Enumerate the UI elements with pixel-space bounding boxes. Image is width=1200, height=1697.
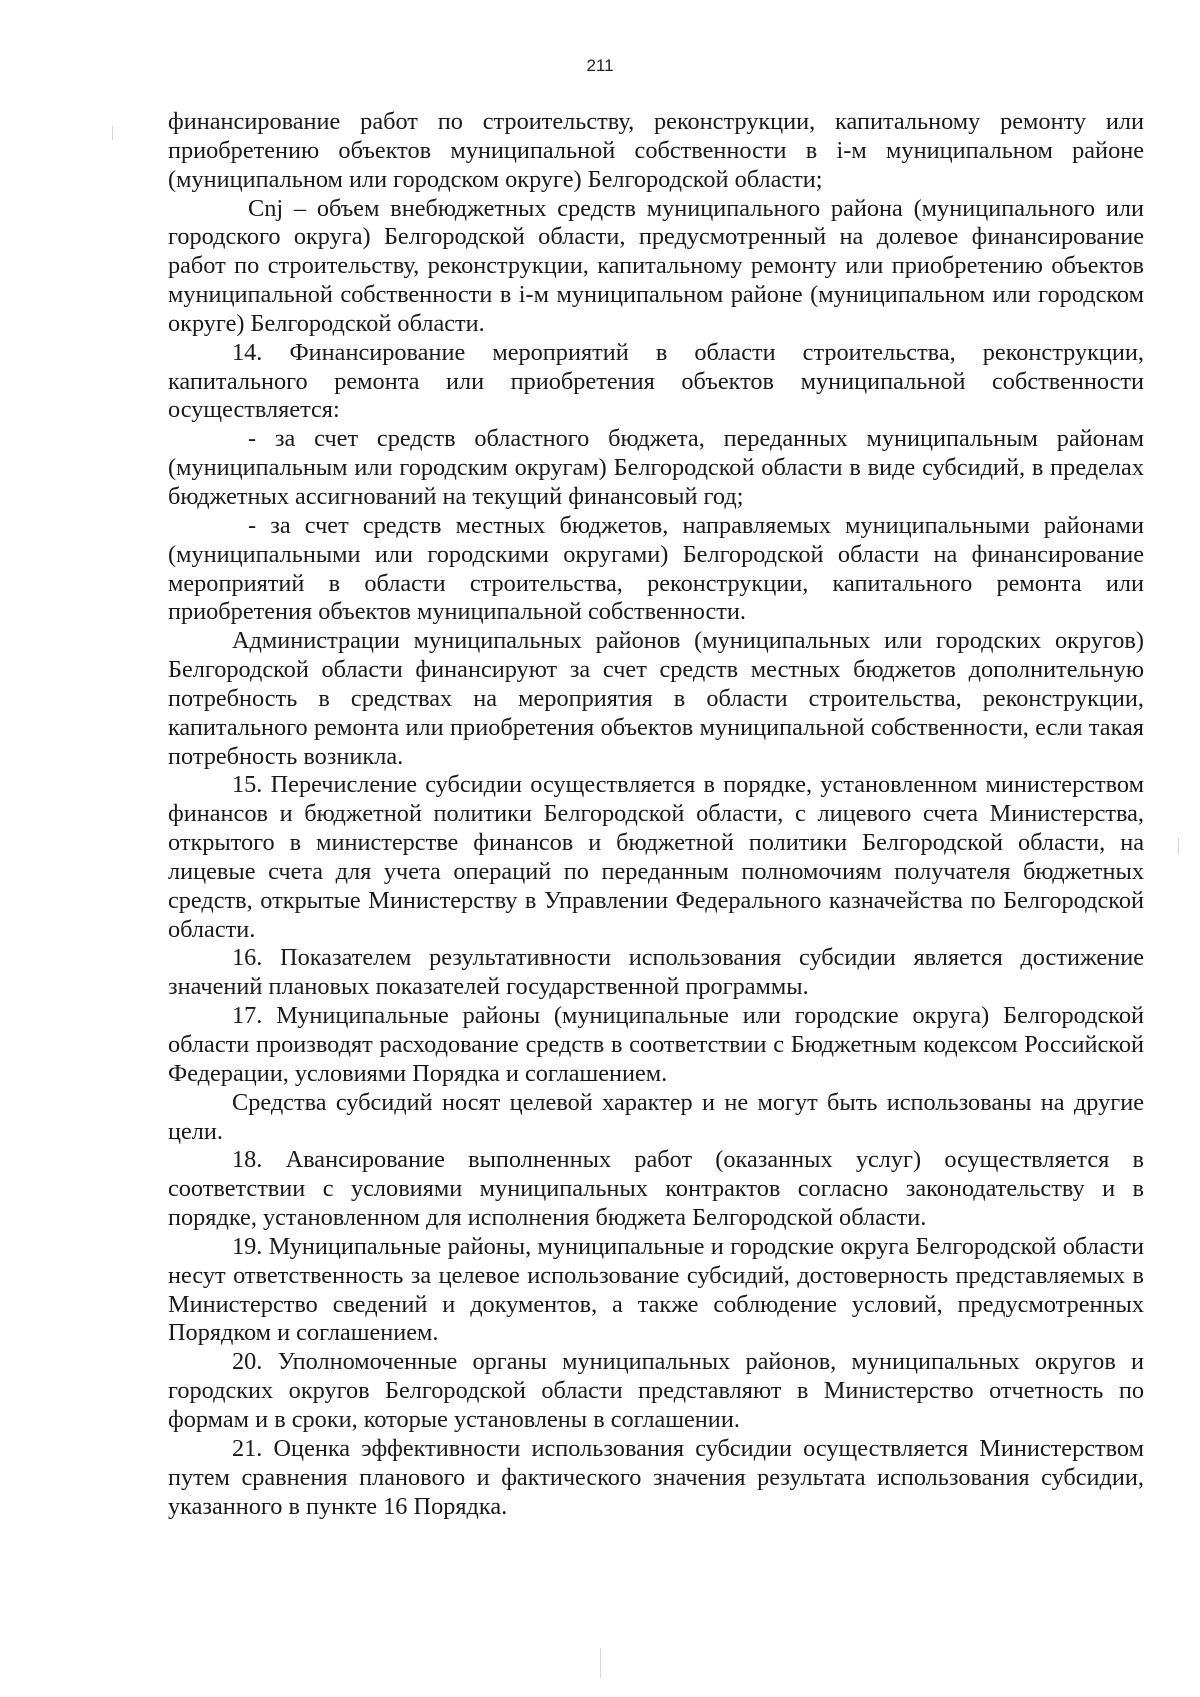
paragraph-bullet-local-budget: - за счет средств местных бюджетов, направляемых муниципальными районами (муниципальными или городскими округами) Белгородской области на финансирование мероприятий в области строительства, реконструкции, капитального ремонта или приобретения объектов муниципальной собственности. <box>168 511 1144 626</box>
scan-artifact-line <box>600 1648 601 1678</box>
document-body <box>168 108 1144 1521</box>
paragraph-continuation: финансирование работ по строительству, реконструкции, капитальному ремонту или приобретению объектов муниципальной собственности в i-м муниципальном районе (муниципальном или городском округе) Белгородской области; <box>168 108 1144 193</box>
paragraph-item-16: 16. Показателем результативности использования субсидии является достижение значений плановых показателей государственной программы. <box>168 944 1144 1001</box>
paragraph-cnj-definition: Cnj – объем внебюджетных средств муниципального района (муниципального или городского округа) Белгородской области, предусмотренный на долевое финансирование работ по строительству, реконструкции, капитальному ремонту или приобретению объектов муниципальной собственности в i-м муниципальном районе (муниципальном или городском округе) Белгородской области. <box>168 194 1144 337</box>
paragraph-item-15: 15. Перечисление субсидии осуществляется в порядке, установленном министерством финансов и бюджетной политики Белгородской области, с лицевого счета Министерства, открытого в министерстве финансов и бюджетной политики Белгородской области, на лицевые счета для учета операций по переданным полномочиям получателя бюджетных средств, открытые Министерству в Управлении Федерального казначейства по Белгородской области. <box>168 771 1144 943</box>
page-number: 211 <box>586 56 614 75</box>
paragraph-item-14: 14. Финансирование мероприятий в области строительства, реконструкции, капитального ремонта или приобретения объектов муниципальной собственности осуществляется: <box>168 338 1144 424</box>
paragraph-item-21: 21. Оценка эффективности использования субсидии осуществляется Министерством путем сравнения планового и фактического значения результата использования субсидии, указанного в пункте 16 Порядка. <box>168 1434 1144 1520</box>
scan-artifact-line <box>1178 838 1179 854</box>
paragraph-item-19: 19. Муниципальные районы, муниципальные и городские округа Белгородской области несут ответственность за целевое использование субсидий, достоверность представляемых в Министерство сведений и документов, а также соблюдение условий, предусмотренных Порядком и соглашением. <box>168 1232 1144 1347</box>
scan-artifact-line <box>112 126 113 140</box>
paragraph-bullet-regional-budget: - за счет средств областного бюджета, переданных муниципальным районам (муниципальным или городским округам) Белгородской области в виде субсидий, в пределах бюджетных ассигнований на текущий финансовый год; <box>168 425 1144 510</box>
paragraph-item-20: 20. Уполномоченные органы муниципальных районов, муниципальных округов и городских округов Белгородской области представляют в Министерство отчетность по формам и в сроки, которые установлены в соглашении. <box>168 1348 1144 1433</box>
paragraph-item-18: 18. Авансирование выполненных работ (оказанных услуг) осуществляется в соответствии с условиями муниципальных контрактов согласно законодательству и в порядке, установленном для исполнения бюджета Белгородской области. <box>168 1146 1144 1232</box>
paragraph-item-17: 17. Муниципальные районы (муниципальные или городские округа) Белгородской области производят расходование средств в соответствии с Бюджетным кодексом Российской Федерации, условиями Порядка и соглашением. <box>168 1002 1144 1087</box>
paragraph-subsidy-purpose: Средства субсидий носят целевой характер и не могут быть использованы на другие цели. <box>168 1088 1144 1145</box>
paragraph-administrations: Администрации муниципальных районов (муниципальных или городских округов) Белгородской области финансируют за счет средств местных бюджетов дополнительную потребность в средствах на мероприятия в области строительства, реконструкции, капитального ремонта или приобретения объектов муниципальной собственности, если такая потребность возникла. <box>168 627 1144 770</box>
